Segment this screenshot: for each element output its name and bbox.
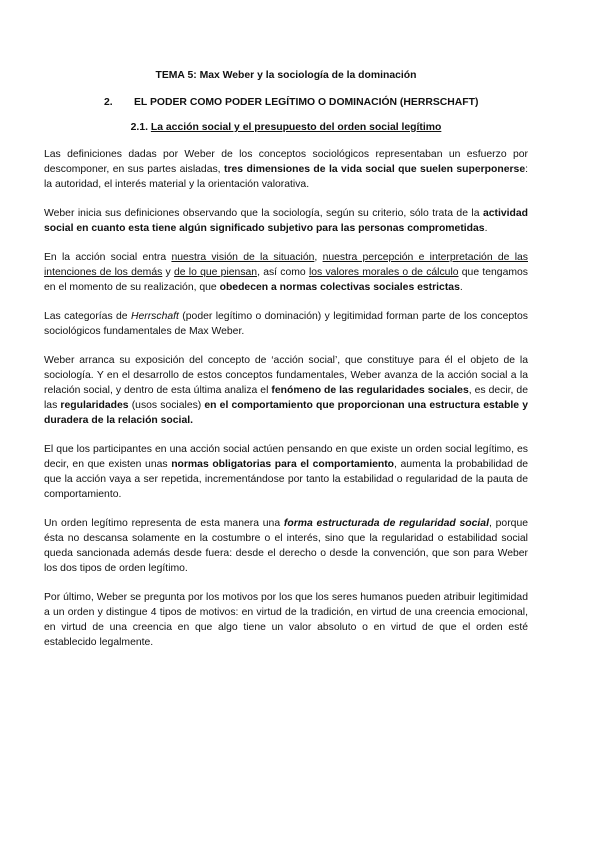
subsection-number: 2.1. <box>130 122 148 133</box>
text-run: El que los participantes en una acción social actúen pensando en que existe un orden social legítimo, es decir, en que existen unas <box>44 444 528 470</box>
underlined-run: los valores morales o de cálculo <box>308 267 459 278</box>
text-run: y <box>162 267 174 278</box>
paragraph-2 <box>44 206 528 236</box>
text-run: que tengamos en el momento de su realización, que <box>44 267 528 293</box>
text-run: Por último, Weber se pregunta por los motivos por los que los seres humanos pueden atribuir legitimidad a un orden y distingue 4 tipos de motivos: en virtud de la tradición, en virtud de una creencia emocional, en virtud de una creencia en que algo tiene un valor absoluto o en virtud de que el orden esté establecido legalmente. <box>44 592 528 648</box>
italic-run: Herrschaft <box>130 311 179 322</box>
bold-run: en el comportamiento que proporcionan una estructura estable y duradera de la relación social. <box>44 400 528 426</box>
paragraph-1 <box>44 147 528 192</box>
paragraph-3 <box>44 250 528 295</box>
text-run: , es decir, de las <box>44 385 528 411</box>
text-run: , aumenta la probabilidad de que la acción vaya a ser repetida, incrementándose por tanto la estabilidad o regularidad de la pauta de comportamiento. <box>44 459 529 500</box>
bold-run: actividad social en cuanto esta tiene algún significado subjetivo para las personas comprometidas <box>44 208 528 234</box>
text-run: (poder legítimo o dominación) y legitimidad forman parte de los conceptos sociológicos fundamentales de Max Weber. <box>44 311 528 337</box>
text-run: Las definiciones dadas por Weber de los conceptos sociológicos representaban un esfuerzo por descomponer, en sus partes aisladas, <box>44 149 528 175</box>
text-run: . <box>484 223 488 234</box>
paragraph-7 <box>44 516 528 576</box>
bold-italic-run: forma estructurada de regularidad social <box>283 518 489 529</box>
text-run: Weber arranca su exposición del concepto de ‘acción social’, que constituye para él el objeto de la sociología. Y en el desarrollo de estos conceptos fundamentales, Weber avanza de la acción social a la relación social, y dentro de esta última analiza el <box>44 355 528 396</box>
paragraph-5 <box>44 353 528 428</box>
text-run: , así como <box>257 267 309 278</box>
bold-run: obedecen a normas colectivas sociales estrictas <box>219 282 460 293</box>
text-run: . <box>459 282 463 293</box>
bold-run: normas obligatorias para el comportamiento <box>171 459 395 470</box>
paragraph-8 <box>44 590 528 650</box>
text-run: En la acción social entra <box>44 252 172 263</box>
subsection-heading <box>44 122 528 133</box>
text-run: , porque ésta no descansa solamente en la costumbre o el interés, sino que la regularidad o estabilidad social queda sancionada además desde fuera: desde el derecho o desde la convención, que son para Weber los dos tipos de orden legítimo. <box>44 518 529 574</box>
subsection-title: La acción social y el presupuesto del orden social legítimo <box>150 122 442 133</box>
bold-run: fenómeno de las regularidades sociales <box>271 385 469 396</box>
underlined-run: nuestra percepción e interpretación de las intenciones de los demás <box>44 252 528 278</box>
section-heading <box>44 97 528 108</box>
section-title: EL PODER COMO PODER LEGÍTIMO O DOMINACIÓN (HERRSCHAFT) <box>134 97 479 108</box>
bold-run: regularidades <box>60 400 129 411</box>
paragraph-6 <box>44 442 528 502</box>
text-run: Un orden legítimo representa de esta manera una <box>44 518 284 529</box>
paragraph-4 <box>44 309 528 339</box>
bold-run: tres dimensiones de la vida social que suelen superponerse <box>224 164 526 175</box>
underlined-run: nuestra visión de la situación <box>171 252 315 263</box>
document-title: TEMA 5: Max Weber y la sociología de la dominación <box>155 70 417 81</box>
text-run: Las categorías de <box>44 311 131 322</box>
underlined-run: de lo que piensan <box>173 267 258 278</box>
text-run: : la autoridad, el interés material y la orientación valorativa. <box>44 164 528 190</box>
section-number: 2. <box>104 97 113 108</box>
text-run: , <box>314 252 323 263</box>
text-run: Weber inicia sus definiciones observando que la sociología, según su criterio, sólo trata de la <box>44 208 483 219</box>
document-page <box>44 70 528 664</box>
text-run: (usos sociales) <box>128 400 205 411</box>
